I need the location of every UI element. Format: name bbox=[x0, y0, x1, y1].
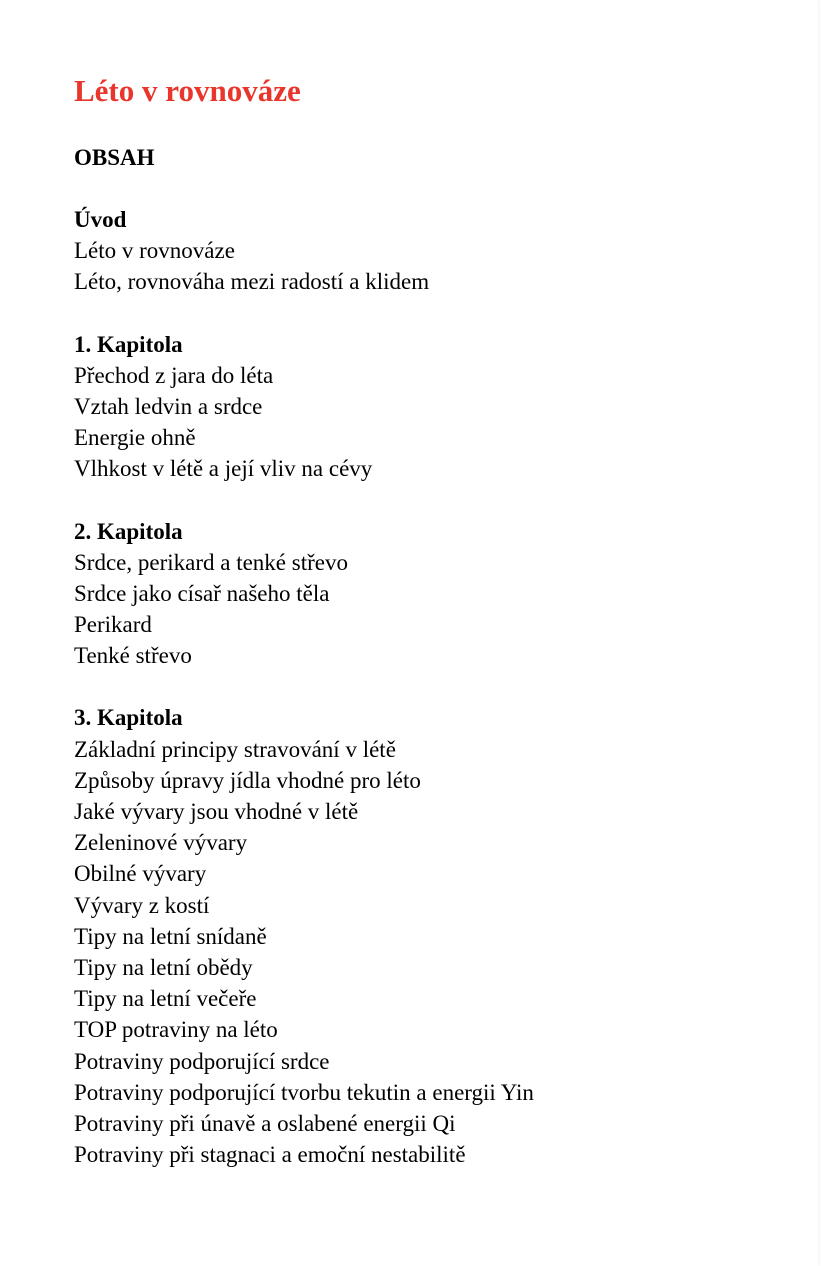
toc-item: Potraviny při stagnaci a emoční nestabilitě bbox=[74, 1142, 466, 1168]
toc-item: Potraviny při únavě a oslabené energii Qi bbox=[74, 1110, 456, 1136]
section-item-list bbox=[74, 734, 774, 1171]
toc-item: Tipy na letní obědy bbox=[74, 954, 253, 980]
toc-item: Vlhkost v létě a její vliv na cévy bbox=[74, 456, 373, 482]
toc-item: Základní principy stravování v létě bbox=[74, 736, 396, 762]
toc-item: Srdce, perikard a tenké střevo bbox=[74, 549, 348, 575]
section-item-list bbox=[74, 547, 774, 672]
toc-section-uvod bbox=[74, 204, 774, 298]
section-item-list bbox=[74, 235, 774, 297]
toc-section-kapitola-3 bbox=[74, 702, 774, 1170]
toc-section-kapitola-2 bbox=[74, 516, 774, 672]
toc-item: TOP potraviny na léto bbox=[74, 1017, 278, 1043]
toc-item: Léto, rovnováha mezi radostí a klidem bbox=[74, 269, 430, 295]
toc-item: Léto v rovnováze bbox=[74, 238, 235, 264]
section-title: 3. Kapitola bbox=[74, 705, 183, 731]
toc-item: Potraviny podporující tvorbu tekutin a energii Yin bbox=[74, 1079, 534, 1105]
toc-section-kapitola-1 bbox=[74, 329, 774, 485]
toc-item: Tipy na letní večeře bbox=[74, 986, 257, 1012]
toc-item: Potraviny podporující srdce bbox=[74, 1048, 330, 1074]
document-title: Léto v rovnováze bbox=[74, 73, 301, 108]
toc-item: Vývary z kostí bbox=[74, 892, 210, 918]
toc-item: Energie ohně bbox=[74, 425, 196, 451]
toc-item: Tenké střevo bbox=[74, 643, 192, 669]
toc-item: Srdce jako císař našeho těla bbox=[74, 580, 330, 606]
toc-item: Tipy na letní snídaně bbox=[74, 923, 267, 949]
toc-item: Vztah ledvin a srdce bbox=[74, 393, 263, 419]
section-title: 1. Kapitola bbox=[74, 331, 183, 357]
toc-item: Jaké vývary jsou vhodné v létě bbox=[74, 799, 359, 824]
toc-item: Zeleninové vývary bbox=[74, 830, 248, 856]
toc-item: Perikard bbox=[74, 612, 152, 638]
toc-item: Přechod z jara do léta bbox=[74, 362, 274, 388]
section-title: Úvod bbox=[74, 207, 127, 232]
toc-item: Způsoby úpravy jídla vhodné pro léto bbox=[74, 767, 421, 793]
section-title: 2. Kapitola bbox=[74, 518, 183, 544]
section-item-list bbox=[74, 360, 774, 485]
toc-heading: OBSAH bbox=[74, 145, 155, 170]
document-content bbox=[74, 72, 774, 1170]
toc-item: Obilné vývary bbox=[74, 861, 207, 887]
